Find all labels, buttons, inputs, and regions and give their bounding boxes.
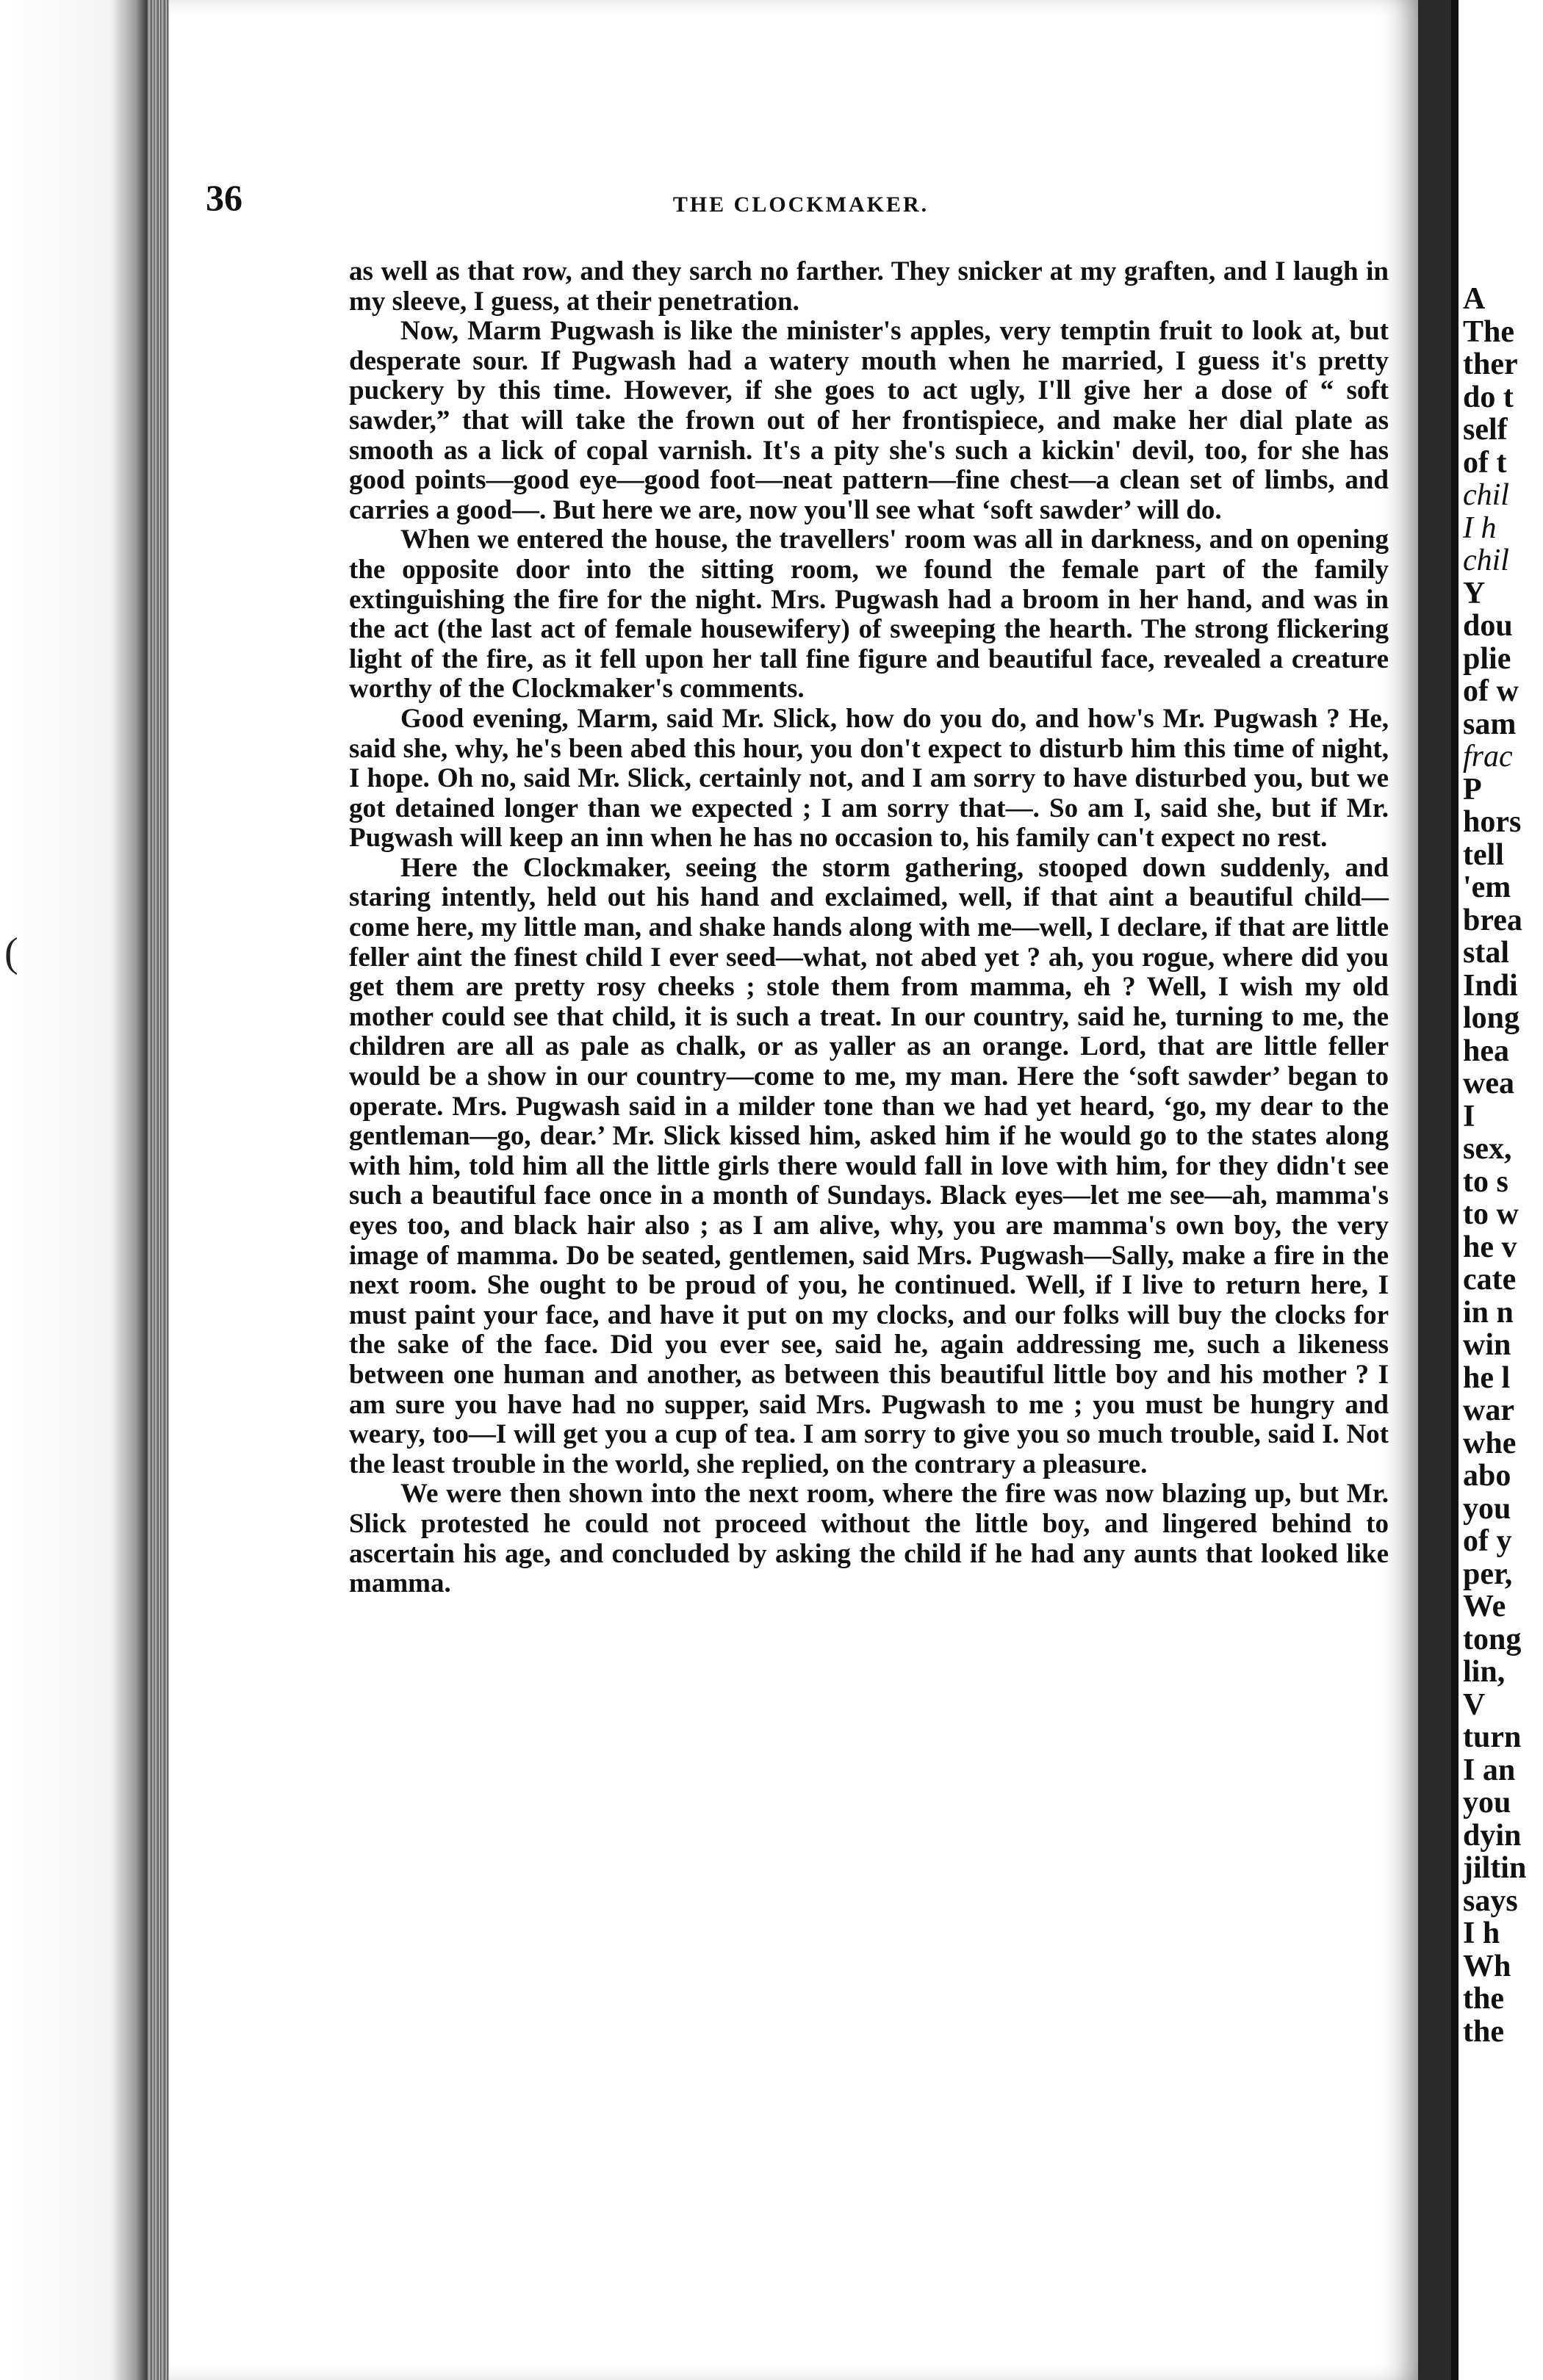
facing-page-text-fragment: ther bbox=[1463, 347, 1518, 381]
margin-mark: ( bbox=[4, 930, 18, 976]
facing-page-text-fragment: We bbox=[1463, 1590, 1506, 1623]
facing-page-text-fragment: he l bbox=[1463, 1360, 1511, 1395]
facing-page-text-fragment: sam bbox=[1463, 707, 1517, 741]
paragraph: as well as that row, and they sarch no farther. They snicker at my graften, and I laugh in my sleeve, I guess, at their penetration. bbox=[349, 256, 1389, 317]
facing-page-text-fragment: Indi bbox=[1463, 968, 1518, 1003]
facing-page-text-fragment: jiltin bbox=[1463, 1851, 1527, 1885]
facing-page-text-fragment: abo bbox=[1463, 1459, 1511, 1493]
facing-page-text-fragment: I an bbox=[1463, 1753, 1516, 1787]
facing-page-text-fragment: of t bbox=[1463, 445, 1507, 480]
facing-page-text-fragment: do t bbox=[1463, 380, 1514, 414]
facing-page-text-fragment: chil bbox=[1463, 544, 1509, 577]
facing-page-text-fragment: tell bbox=[1463, 837, 1504, 872]
facing-page-text-fragment: the bbox=[1463, 2014, 1504, 2049]
facing-page-text-fragment: lin, bbox=[1463, 1655, 1506, 1689]
facing-page-text-fragment: wea bbox=[1463, 1067, 1514, 1100]
facing-page-text-fragment: hors bbox=[1463, 805, 1522, 839]
facing-page-text-fragment: P bbox=[1463, 772, 1482, 807]
facing-page-text-fragment: he v bbox=[1463, 1230, 1517, 1264]
facing-page-text-fragment: V bbox=[1463, 1687, 1486, 1722]
facing-page-text-fragment: I bbox=[1463, 1099, 1475, 1133]
page-number: 36 bbox=[206, 177, 242, 218]
facing-page-text-fragment: long bbox=[1463, 1001, 1520, 1035]
facing-page-text-fragment: stal bbox=[1463, 936, 1509, 970]
facing-page-text-fragment: turn bbox=[1463, 1720, 1522, 1754]
facing-page-text-fragment: the bbox=[1463, 1982, 1504, 2016]
facing-page-text-fragment: to w bbox=[1463, 1197, 1519, 1231]
facing-page-text-fragment: dyin bbox=[1463, 1818, 1522, 1853]
facing-page-text-fragment: frac bbox=[1463, 740, 1513, 774]
paragraph: Now, Marm Pugwash is like the minister's apples, very temptin fruit to look at, but desperate sour. If Pugwash had a watery mouth when he married, I guess it's pretty puckery by this time. However, if she goes to act ugly, I'll give her a dose of “ soft sawder,” that will take the frown out of her frontispiece, and make her dial plate as smooth as a lick of copal varnish. It's a pity she's such a kickin' devil, too, for she has good points—good eye—good foot—neat pattern—fine chest—a clean set of limbs, and carries a good—. But here we are, now you'll see what ‘soft sawder’ will do. bbox=[349, 316, 1389, 525]
page-stack-edges bbox=[147, 0, 169, 2380]
facing-page-text-fragment: you bbox=[1463, 1786, 1511, 1820]
facing-page-edge bbox=[1451, 0, 1543, 2380]
facing-page-text-fragment: whe bbox=[1463, 1426, 1517, 1460]
facing-page-text-fragment: you bbox=[1463, 1491, 1511, 1526]
facing-page-text-fragment: brea bbox=[1463, 903, 1522, 937]
facing-page-text-fragment: self bbox=[1463, 413, 1508, 447]
left-page-edge bbox=[0, 0, 147, 2380]
facing-page-text-fragment: 'em bbox=[1463, 870, 1511, 904]
page-header bbox=[206, 176, 1396, 220]
facing-page-text-fragment: chil bbox=[1463, 478, 1509, 512]
facing-page-text-fragment: The bbox=[1463, 314, 1515, 349]
facing-page-text-fragment: to s bbox=[1463, 1164, 1508, 1199]
facing-page-text-fragment: tong bbox=[1463, 1622, 1522, 1656]
paragraph: Here the Clockmaker, seeing the storm gathering, stooped down suddenly, and staring intently, held out his hand and exclaimed, well, if that aint a beautiful child—come here, my little man, and shake hands along with me—well, I declare, if that are little feller aint the finest child I ever seed—what, not abed yet ? ah, you rogue, where did you get them are pretty rosy cheeks ; stole them from mamma, eh ? Well, I wish my old mother could see that child, it is such a treat. In our country, said he, turning to me, the children are all as pale as chalk, or as yaller as an orange. Lord, that are little feller would be a show in our country—come to me, my man. Here the ‘soft sawder’ began to operate. Mrs. Pugwash said in a milder tone than we had yet heard, ‘go, my dear to the gentleman—go, dear.’ Mr. Slick kissed him, asked him if he would go to the states along with him, told him all the little girls there would fall in love with him, for they didn't see such a beautiful face once in a month of Sundays. Black eyes—let me see—ah, mamma's eyes too, and black hair also ; as I am alive, why, you are mamma's own boy, the very image of mamma. Do be seated, gentlemen, said Mrs. Pugwash—Sally, make a fire in the next room. She ought to be proud of you, he continued. Well, if I live to return here, I must paint your face, and have it put on my clocks, and our folks will buy the clocks for the sake of the face. Did you ever see, said he, again addressing me, such a likeness between one human and another, as between this beautiful little boy and his mother ? I am sure you have had no supper, said Mrs. Pugwash to me ; you must be hungry and weary, too—I will get you a cup of tea. I am sorry to give you so much trouble, said I. Not the least trouble in the world, she replied, on the contrary a pleasure. bbox=[349, 852, 1389, 1479]
facing-page-text-fragment: of y bbox=[1463, 1524, 1512, 1558]
page-body bbox=[349, 257, 1389, 1599]
facing-page-text-fragment: war bbox=[1463, 1393, 1514, 1427]
facing-page-text-fragment: in n bbox=[1463, 1295, 1514, 1330]
facing-page-text-fragment: A bbox=[1463, 282, 1486, 316]
running-title: THE CLOCKMAKER. bbox=[672, 192, 929, 217]
facing-page-text-fragment: says bbox=[1463, 1883, 1518, 1918]
paragraph: When we entered the house, the travellers' room was all in darkness, and on opening the opposite door into the sitting room, we found the female part of the family extinguishing the fire for the night. Mrs. Pugwash had a broom in her hand, and was in the act (the last act of female housewifery) of sweeping the hearth. The strong flickering light of the fire, as it fell upon her tall fine figure and beautiful face, revealed a creature worthy of the Clockmaker's comments. bbox=[349, 524, 1389, 704]
facing-page-text-fragment: I h bbox=[1463, 1916, 1500, 1950]
facing-page-text-fragment: cate bbox=[1463, 1263, 1517, 1297]
facing-page-text-fragment: Y bbox=[1463, 576, 1486, 610]
facing-page-text-fragment: plie bbox=[1463, 641, 1511, 676]
facing-page-text-fragment: per, bbox=[1463, 1557, 1513, 1591]
facing-page-text-fragment: of w bbox=[1463, 674, 1519, 708]
facing-page-text-fragment: sex, bbox=[1463, 1132, 1512, 1166]
facing-page-text-fragment: I h bbox=[1463, 511, 1497, 545]
paragraph: We were then shown into the next room, where the fire was now blazing up, but Mr. Slick protested he could not proceed without the little boy, and lingered behind to ascertain his age, and concluded by asking the child if he had any aunts that looked like mamma. bbox=[349, 1479, 1389, 1599]
facing-page-text-fragment: dou bbox=[1463, 609, 1513, 643]
facing-page-text-fragment: hea bbox=[1463, 1034, 1509, 1068]
facing-page-text-fragment: win bbox=[1463, 1328, 1511, 1362]
facing-page-text-fragment: Wh bbox=[1463, 1949, 1511, 1983]
paragraph: Good evening, Marm, said Mr. Slick, how do you do, and how's Mr. Pugwash ? He, said she, why, he's been abed this hour, you don't expect to disturb him this time of night, I hope. Oh no, said Mr. Slick, certainly not, and I am sorry to have disturbed you, but we got detained longer than we expected ; I am sorry that—. So am I, said she, but if Mr. Pugwash will keep an inn when he has no occasion to, his family can't expect no rest. bbox=[349, 703, 1389, 854]
